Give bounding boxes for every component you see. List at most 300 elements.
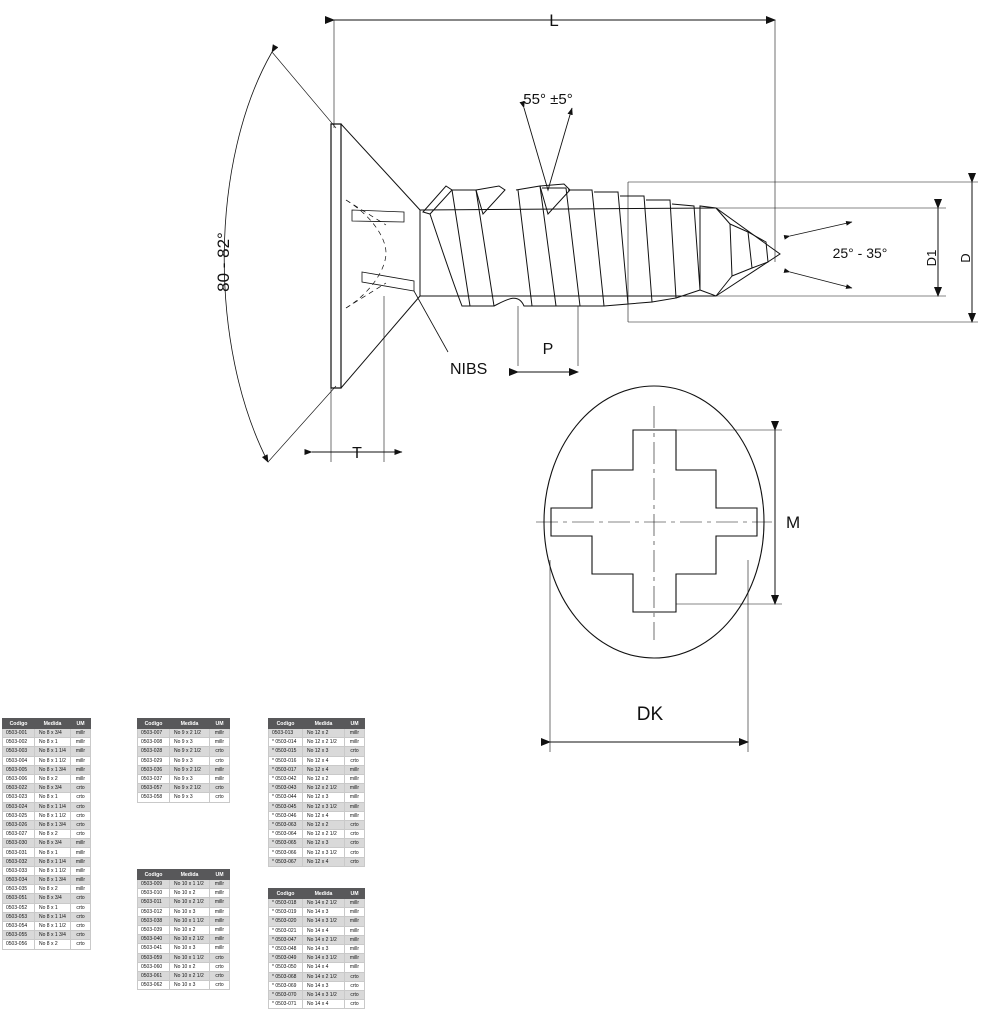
cell-codigo: * 0503-021 — [269, 926, 303, 935]
cell-um: crto — [71, 830, 91, 839]
cell-codigo: 0503-059 — [138, 953, 170, 962]
table-row — [138, 925, 230, 934]
cell-um: millr — [345, 908, 365, 917]
cell-codigo: * 0503-069 — [269, 981, 303, 990]
cell-medida: No 8 x 1 — [35, 848, 71, 857]
table-row — [3, 820, 91, 829]
cell-um: millr — [210, 898, 230, 907]
cell-codigo: 0503-002 — [3, 738, 35, 747]
cell-codigo: * 0503-046 — [269, 811, 303, 820]
cell-um: millr — [210, 880, 230, 889]
table-row — [269, 738, 365, 747]
cell-um: millr — [71, 857, 91, 866]
table-row — [269, 747, 365, 756]
cell-codigo: 0503-005 — [3, 765, 35, 774]
label-NIBS: NIBS — [450, 361, 488, 378]
label-D1: D1 — [924, 249, 939, 267]
label-M: M — [786, 513, 801, 532]
cell-codigo: * 0503-044 — [269, 793, 303, 802]
cell-medida: No 14 x 3 — [303, 981, 345, 990]
cell-medida: No 8 x 3/4 — [35, 839, 71, 848]
table-row — [138, 971, 230, 980]
table-row — [3, 912, 91, 921]
cell-codigo: 0503-060 — [138, 962, 170, 971]
table-row — [138, 793, 230, 802]
cell-codigo: 0503-041 — [138, 944, 170, 953]
cell-codigo: * 0503-049 — [269, 954, 303, 963]
cell-um: crto — [345, 972, 365, 981]
cell-codigo: 0503-035 — [3, 885, 35, 894]
cell-medida: No 12 x 2 1/2 — [303, 784, 345, 793]
cell-codigo: 0503-062 — [138, 981, 170, 990]
cell-um: millr — [71, 774, 91, 783]
cell-um: crto — [71, 931, 91, 940]
spec-table-1-wrap — [2, 718, 90, 950]
cell-medida: No 8 x 1 1/4 — [35, 912, 71, 921]
cell-um: millr — [210, 925, 230, 934]
cell-medida: No 12 x 2 — [303, 820, 345, 829]
table-row — [269, 802, 365, 811]
cell-medida: No 8 x 1 3/4 — [35, 931, 71, 940]
table-row — [269, 954, 365, 963]
table-row — [3, 756, 91, 765]
cell-um: crto — [71, 912, 91, 921]
label-DK: DK — [636, 704, 664, 725]
cell-um: crto — [345, 830, 365, 839]
table-row — [3, 729, 91, 738]
cell-um: crto — [345, 756, 365, 765]
cell-codigo: 0503-006 — [3, 774, 35, 783]
cell-um: crto — [210, 756, 230, 765]
cell-medida: No 12 x 3 1/2 — [303, 848, 345, 857]
cell-um: millr — [71, 747, 91, 756]
spec-table-3b-wrap — [268, 888, 364, 1009]
cell-codigo: 0503-027 — [3, 830, 35, 839]
col-medida: Medida — [35, 719, 71, 729]
cell-codigo: 0503-023 — [3, 793, 35, 802]
col-codigo: Codigo — [3, 719, 35, 729]
cell-codigo: 0503-061 — [138, 971, 170, 980]
cell-um: millr — [210, 889, 230, 898]
cell-um: millr — [210, 765, 230, 774]
cell-um: millr — [345, 917, 365, 926]
cell-codigo: * 0503-019 — [269, 908, 303, 917]
cell-codigo: * 0503-048 — [269, 944, 303, 953]
cell-medida: No 8 x 1 1/2 — [35, 866, 71, 875]
col-medida: Medida — [303, 889, 345, 899]
table-row — [3, 839, 91, 848]
cell-codigo: * 0503-045 — [269, 802, 303, 811]
cell-codigo: * 0503-067 — [269, 857, 303, 866]
col-um: UM — [71, 719, 91, 729]
table-row — [138, 774, 230, 783]
cell-codigo: 0503-058 — [138, 793, 170, 802]
cell-medida: No 8 x 1 3/4 — [35, 765, 71, 774]
cell-medida: No 14 x 3 — [303, 908, 345, 917]
cell-codigo: 0503-032 — [3, 857, 35, 866]
cell-um: millr — [71, 729, 91, 738]
cell-um: crto — [210, 962, 230, 971]
table-row — [138, 981, 230, 990]
cell-codigo: 0503-053 — [3, 912, 35, 921]
table-row — [269, 944, 365, 953]
cell-codigo: 0503-003 — [3, 747, 35, 756]
cell-codigo: * 0503-014 — [269, 738, 303, 747]
cell-um: crto — [345, 747, 365, 756]
table-row — [3, 747, 91, 756]
cell-um: millr — [71, 848, 91, 857]
cell-codigo: 0503-040 — [138, 935, 170, 944]
table-row — [269, 926, 365, 935]
cell-medida: No 14 x 3 — [303, 944, 345, 953]
spec-table-2b-wrap — [137, 869, 229, 990]
cell-um: crto — [71, 921, 91, 930]
table-row — [269, 908, 365, 917]
cell-medida: No 9 x 2 1/2 — [170, 765, 210, 774]
cell-medida: No 14 x 3 1/2 — [303, 990, 345, 999]
cell-codigo: 0503-038 — [138, 916, 170, 925]
table-row — [269, 981, 365, 990]
cell-medida: No 8 x 2 — [35, 885, 71, 894]
cell-codigo: 0503-054 — [3, 921, 35, 930]
table-row — [138, 916, 230, 925]
cell-codigo: 0503-057 — [138, 784, 170, 793]
cell-medida: No 12 x 3 — [303, 747, 345, 756]
table-row — [269, 793, 365, 802]
cell-medida: No 8 x 2 — [35, 940, 71, 949]
cell-um: crto — [71, 820, 91, 829]
table-row — [269, 963, 365, 972]
cell-medida: No 8 x 3/4 — [35, 784, 71, 793]
cell-medida: No 14 x 4 — [303, 1000, 345, 1009]
table-row — [269, 857, 365, 866]
table-row — [138, 880, 230, 889]
cell-medida: No 10 x 2 1/2 — [170, 935, 210, 944]
cell-medida: No 9 x 3 — [170, 774, 210, 783]
cell-medida: No 14 x 3 1/2 — [303, 917, 345, 926]
cell-codigo: 0503-009 — [138, 880, 170, 889]
cell-um: millr — [210, 907, 230, 916]
cell-um: millr — [345, 784, 365, 793]
cell-medida: No 10 x 2 1/2 — [170, 898, 210, 907]
table-row — [3, 931, 91, 940]
cell-medida: No 9 x 2 1/2 — [170, 784, 210, 793]
cell-um: millr — [71, 839, 91, 848]
cell-codigo: 0503-004 — [3, 756, 35, 765]
table-row — [138, 756, 230, 765]
cell-um: millr — [345, 935, 365, 944]
cell-um: millr — [345, 793, 365, 802]
table-row — [3, 866, 91, 875]
col-codigo: Codigo — [269, 719, 303, 729]
cell-codigo: 0503-055 — [3, 931, 35, 940]
cell-um: millr — [210, 935, 230, 944]
label-T: T — [352, 445, 362, 462]
table-row — [269, 935, 365, 944]
table-row — [269, 765, 365, 774]
cell-medida: No 9 x 2 1/2 — [170, 747, 210, 756]
cell-codigo: * 0503-016 — [269, 756, 303, 765]
cell-codigo: 0503-001 — [3, 729, 35, 738]
col-um: UM — [210, 719, 230, 729]
table-row — [269, 917, 365, 926]
cell-um: crto — [71, 802, 91, 811]
cell-um: millr — [210, 774, 230, 783]
cell-codigo: * 0503-065 — [269, 839, 303, 848]
cell-medida: No 8 x 1 1/2 — [35, 756, 71, 765]
cell-um: crto — [210, 971, 230, 980]
cell-medida: No 8 x 1 1/2 — [35, 921, 71, 930]
cell-um: millr — [210, 916, 230, 925]
table-row — [138, 898, 230, 907]
cell-medida: No 12 x 2 1/2 — [303, 738, 345, 747]
cell-um: crto — [345, 981, 365, 990]
table-row — [138, 765, 230, 774]
cell-codigo: 0503-036 — [138, 765, 170, 774]
cell-codigo: * 0503-020 — [269, 917, 303, 926]
table-row — [269, 830, 365, 839]
cell-medida: No 10 x 1 1/2 — [170, 880, 210, 889]
cell-medida: No 12 x 4 — [303, 765, 345, 774]
cell-um: millr — [345, 729, 365, 738]
cell-um: crto — [71, 894, 91, 903]
cell-medida: No 8 x 3/4 — [35, 894, 71, 903]
cell-codigo: * 0503-043 — [269, 784, 303, 793]
cell-medida: No 14 x 2 1/2 — [303, 935, 345, 944]
cell-codigo: 0503-024 — [3, 802, 35, 811]
cell-codigo: 0503-012 — [138, 907, 170, 916]
cell-medida: No 10 x 2 1/2 — [170, 971, 210, 980]
cell-codigo: 0503-008 — [138, 738, 170, 747]
table-row — [269, 811, 365, 820]
cell-um: millr — [345, 738, 365, 747]
spec-table-3a-wrap — [268, 718, 364, 867]
label-P: P — [542, 341, 554, 358]
cell-um: millr — [345, 899, 365, 908]
table-row — [3, 765, 91, 774]
cell-medida: No 12 x 4 — [303, 811, 345, 820]
table-row — [3, 738, 91, 747]
cell-um: millr — [345, 954, 365, 963]
cell-medida: No 12 x 4 — [303, 857, 345, 866]
cell-codigo: 0503-029 — [138, 756, 170, 765]
cell-medida: No 8 x 1 1/4 — [35, 857, 71, 866]
cell-medida: No 9 x 3 — [170, 738, 210, 747]
table-row — [3, 802, 91, 811]
cell-codigo: * 0503-063 — [269, 820, 303, 829]
col-codigo: Codigo — [138, 870, 170, 880]
cell-um: millr — [210, 738, 230, 747]
cell-codigo: 0503-007 — [138, 729, 170, 738]
table-row — [138, 747, 230, 756]
cell-um: millr — [71, 866, 91, 875]
cell-medida: No 10 x 1 1/2 — [170, 953, 210, 962]
table-row — [269, 990, 365, 999]
cell-codigo: 0503-056 — [3, 940, 35, 949]
cell-codigo: 0503-039 — [138, 925, 170, 934]
col-medida: Medida — [170, 870, 210, 880]
cell-codigo: 0503-030 — [3, 839, 35, 848]
cell-um: millr — [345, 944, 365, 953]
cell-medida: No 9 x 3 — [170, 756, 210, 765]
cell-um: millr — [71, 765, 91, 774]
table-row — [3, 793, 91, 802]
cell-codigo: 0503-026 — [3, 820, 35, 829]
cell-medida: No 8 x 2 — [35, 774, 71, 783]
cell-medida: No 8 x 2 — [35, 830, 71, 839]
cell-medida: No 8 x 1 1/2 — [35, 811, 71, 820]
table-row — [138, 953, 230, 962]
cell-codigo: 0503-028 — [138, 747, 170, 756]
cell-um: crto — [345, 857, 365, 866]
table-row — [269, 972, 365, 981]
cell-um: millr — [345, 963, 365, 972]
table-row — [269, 848, 365, 857]
cell-medida: No 8 x 1 — [35, 793, 71, 802]
cell-codigo: * 0503-070 — [269, 990, 303, 999]
cell-medida: No 14 x 4 — [303, 926, 345, 935]
cell-um: millr — [345, 926, 365, 935]
cell-codigo: * 0503-066 — [269, 848, 303, 857]
table-row — [138, 784, 230, 793]
cell-medida: No 9 x 3 — [170, 793, 210, 802]
spec-table-2a — [137, 718, 230, 803]
cell-medida: No 8 x 1 3/4 — [35, 820, 71, 829]
cell-um: crto — [345, 1000, 365, 1009]
cell-um: crto — [71, 811, 91, 820]
cell-medida: No 10 x 3 — [170, 944, 210, 953]
cell-medida: No 12 x 3 — [303, 793, 345, 802]
cell-medida: No 14 x 3 1/2 — [303, 954, 345, 963]
cell-medida: No 9 x 2 1/2 — [170, 729, 210, 738]
cell-medida: No 12 x 2 — [303, 729, 345, 738]
table-row — [3, 848, 91, 857]
cell-medida: No 14 x 2 1/2 — [303, 972, 345, 981]
cell-um: millr — [345, 774, 365, 783]
cell-medida: No 10 x 3 — [170, 981, 210, 990]
cell-codigo: 0503-013 — [269, 729, 303, 738]
cell-codigo: 0503-033 — [3, 866, 35, 875]
table-row — [138, 962, 230, 971]
cell-um: millr — [71, 738, 91, 747]
cell-codigo: * 0503-068 — [269, 972, 303, 981]
cell-um: crto — [71, 903, 91, 912]
table-row — [138, 935, 230, 944]
table-row — [138, 944, 230, 953]
label-D: D — [958, 253, 973, 263]
cell-um: millr — [71, 885, 91, 894]
spec-table-2a-wrap — [137, 718, 229, 803]
col-medida: Medida — [170, 719, 210, 729]
cell-medida: No 8 x 1 1/4 — [35, 802, 71, 811]
cell-medida: No 14 x 4 — [303, 963, 345, 972]
label-point-angle: 25° - 35° — [832, 245, 888, 261]
cell-um: millr — [71, 756, 91, 765]
cell-codigo: 0503-051 — [3, 894, 35, 903]
cell-codigo: * 0503-071 — [269, 1000, 303, 1009]
cell-um: crto — [345, 839, 365, 848]
cell-medida: No 8 x 3/4 — [35, 729, 71, 738]
table-row — [138, 907, 230, 916]
table-row — [269, 784, 365, 793]
table-row — [3, 774, 91, 783]
table-row — [269, 839, 365, 848]
label-head-angle: 80 - 82° — [214, 232, 233, 292]
cell-medida: No 10 x 2 — [170, 925, 210, 934]
cell-medida: No 10 x 3 — [170, 907, 210, 916]
cell-medida: No 10 x 1 1/2 — [170, 916, 210, 925]
cell-medida: No 10 x 2 — [170, 889, 210, 898]
table-row — [3, 921, 91, 930]
col-medida: Medida — [303, 719, 345, 729]
cell-um: crto — [345, 848, 365, 857]
cell-medida: No 8 x 1 — [35, 738, 71, 747]
col-codigo: Codigo — [269, 889, 303, 899]
cell-um: crto — [345, 990, 365, 999]
table-row — [138, 729, 230, 738]
cell-codigo: 0503-031 — [3, 848, 35, 857]
cell-medida: No 12 x 4 — [303, 756, 345, 765]
table-row — [3, 876, 91, 885]
spec-table-1 — [2, 718, 91, 950]
cell-medida: No 12 x 2 1/2 — [303, 830, 345, 839]
table-row — [3, 894, 91, 903]
table-row — [3, 830, 91, 839]
cell-medida: No 8 x 1 — [35, 903, 71, 912]
cell-um: crto — [71, 784, 91, 793]
cell-codigo: 0503-025 — [3, 811, 35, 820]
cell-um: crto — [210, 793, 230, 802]
table-row — [269, 820, 365, 829]
cell-um: millr — [210, 729, 230, 738]
cell-um: crto — [210, 981, 230, 990]
cell-um: millr — [210, 944, 230, 953]
label-thread-angle: 55° ±5° — [523, 91, 573, 108]
cell-medida: No 12 x 3 1/2 — [303, 802, 345, 811]
table-row — [269, 1000, 365, 1009]
table-row — [269, 729, 365, 738]
cell-codigo: * 0503-042 — [269, 774, 303, 783]
cell-medida: No 10 x 2 — [170, 962, 210, 971]
spec-table-3b — [268, 888, 365, 1009]
table-row — [3, 811, 91, 820]
cell-medida: No 8 x 1 3/4 — [35, 876, 71, 885]
spec-table-2b — [137, 869, 230, 990]
table-row — [3, 857, 91, 866]
cell-um: millr — [345, 765, 365, 774]
cell-codigo: 0503-034 — [3, 876, 35, 885]
col-um: UM — [345, 889, 365, 899]
table-row — [3, 940, 91, 949]
cell-um: millr — [71, 876, 91, 885]
spec-table-3a — [268, 718, 365, 867]
cell-um: crto — [71, 940, 91, 949]
table-row — [3, 885, 91, 894]
col-codigo: Codigo — [138, 719, 170, 729]
table-row — [3, 903, 91, 912]
cell-um: crto — [210, 784, 230, 793]
cell-codigo: * 0503-050 — [269, 963, 303, 972]
col-um: UM — [210, 870, 230, 880]
cell-codigo: * 0503-047 — [269, 935, 303, 944]
cell-codigo: 0503-011 — [138, 898, 170, 907]
cell-codigo: * 0503-017 — [269, 765, 303, 774]
label-L: L — [549, 11, 559, 30]
cell-codigo: 0503-037 — [138, 774, 170, 783]
cell-medida: No 12 x 2 — [303, 774, 345, 783]
cell-codigo: * 0503-018 — [269, 899, 303, 908]
cell-um: millr — [345, 802, 365, 811]
